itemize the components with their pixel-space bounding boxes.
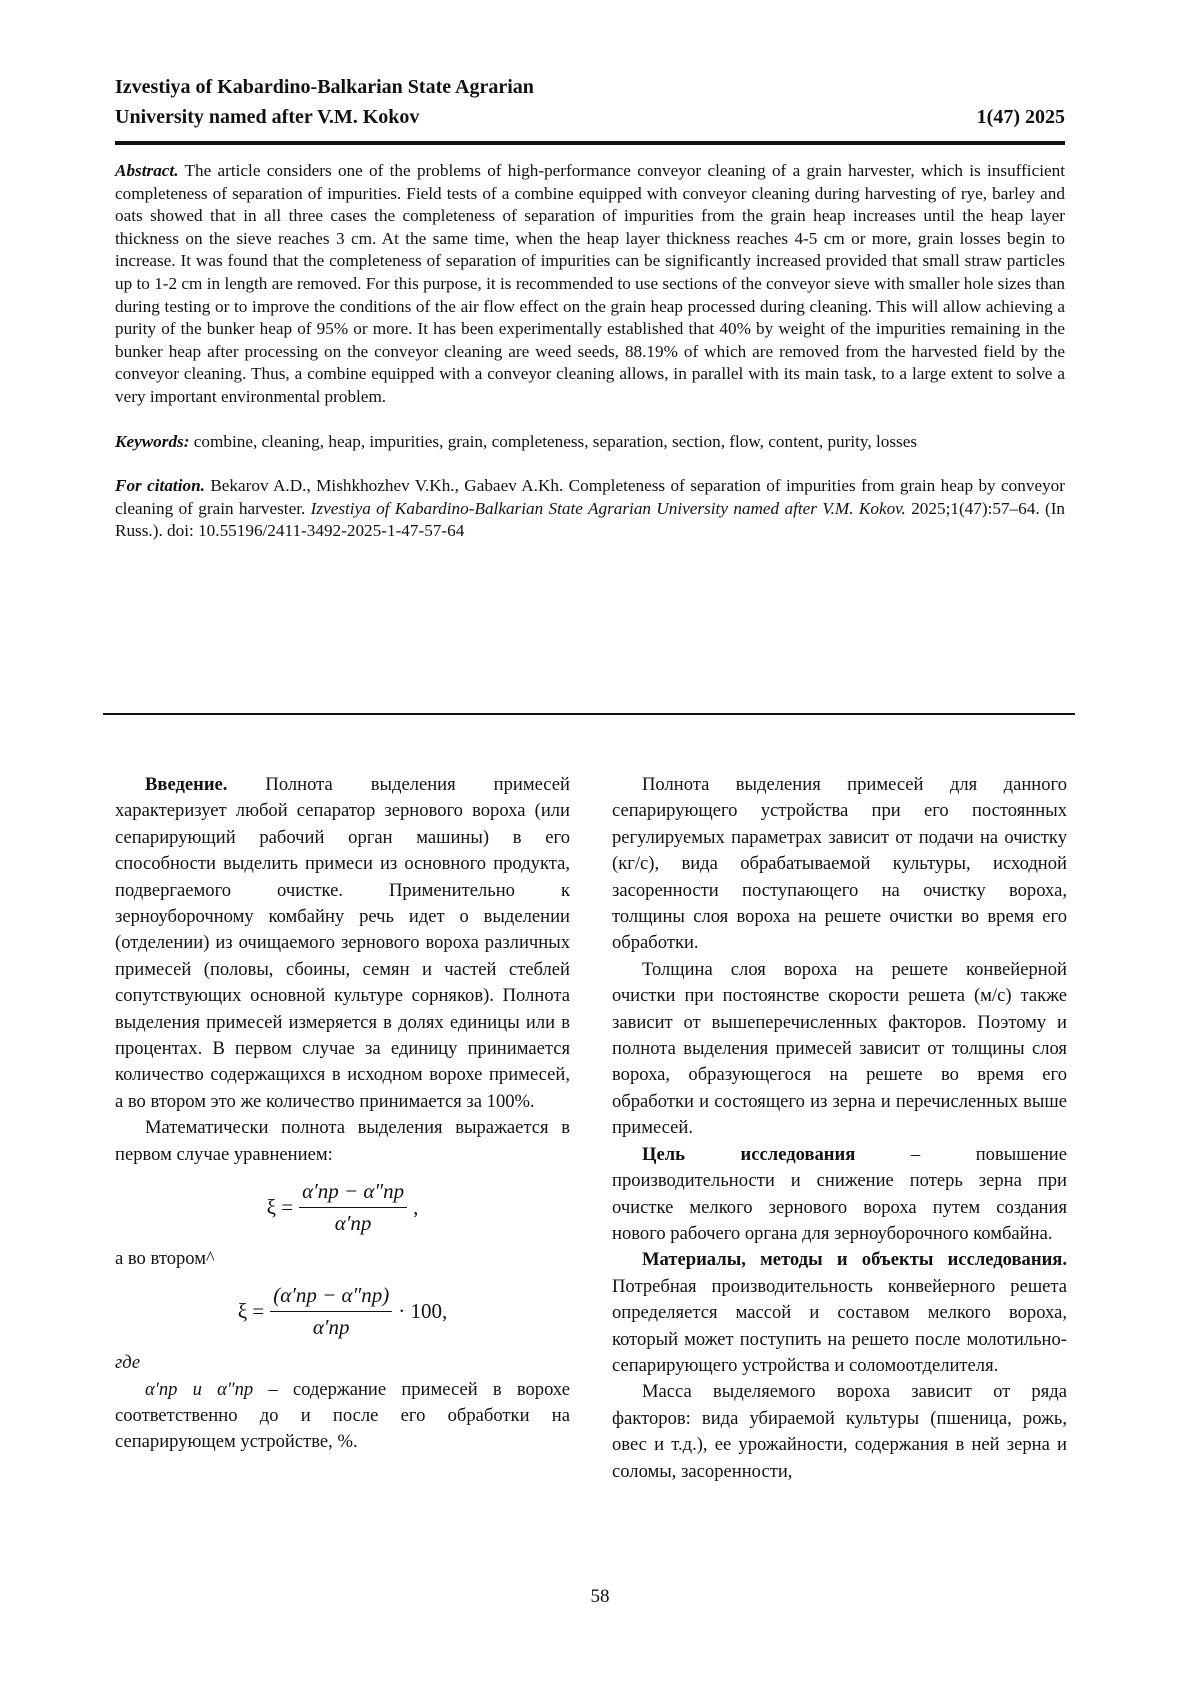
- methods-text: Потребная производительность конвейерного решета определяется массой и составом мелкого вороха, который может поступить на решето после молотильно-сепарирующего устройства и соломоотделителя.: [612, 1276, 1067, 1376]
- keywords: [115, 431, 1065, 454]
- paragraph-layer-thickness: Толщина слоя вороха на решете конвейерной очистки при постоянстве скорости решета (м/с) также зависит от вышеперечисленных факторов. Поэтому и полнота выделения примесей зависит от толщины слоя вороха, образующегося на решете во время его обработки и состоящего из зерна и перечисленных выше примесей.: [612, 957, 1067, 1142]
- formula-2-lhs: ξ =: [238, 1298, 264, 1324]
- paragraph-mass: Масса выделяемого вороха зависит от ряда факторов: вида убираемой культуры (пшеница, рожь, овес и т.д.), ее урожайности, содержания в ней зерна и соломы, засоренности,: [612, 1379, 1067, 1485]
- aim-text: – повышение производительности и снижение потерь зерна при очистке мелкого зернового вороха путем создания нового рабочего органа для зерноуборочного комбайна.: [612, 1144, 1067, 1244]
- right-column: [612, 772, 1067, 1485]
- second-case-text: а во втором^: [115, 1246, 570, 1272]
- where-symbols: α′пр и α″пр: [145, 1379, 253, 1400]
- formula-2-denominator: α′пр: [313, 1312, 350, 1340]
- methods-paragraph: [612, 1247, 1067, 1379]
- header-divider: [115, 141, 1065, 145]
- formula-1: [115, 1178, 570, 1236]
- section-divider: [103, 713, 1075, 715]
- formula-1-tail: ,: [413, 1194, 418, 1220]
- abstract-label: Abstract.: [115, 161, 179, 180]
- journal-header: [115, 72, 1065, 132]
- where-text: – содержание примесей в ворохе соответственно до и после его обработки на сепарирующем устройстве, %.: [115, 1379, 570, 1453]
- citation-label: For citation.: [115, 476, 205, 495]
- citation-details: 2025;1(47):57–64. (In Russ.). doi: 10.55196/2411-3492-2025-1-47-57-64: [115, 499, 1065, 541]
- intro-paragraph: [115, 772, 570, 1115]
- citation: [115, 475, 1065, 543]
- math-intro: Математически полнота выделения выражается в первом случае уравнением:: [115, 1115, 570, 1168]
- abstract: [115, 160, 1065, 409]
- page-number: 58: [0, 1586, 1200, 1608]
- left-column: [115, 772, 570, 1456]
- issue-number: 1(47) 2025: [977, 102, 1065, 132]
- journal-title-line1: Izvestiya of Kabardino-Balkarian State Agrarian: [115, 72, 1065, 102]
- abstract-text: The article considers one of the problems of high-performance conveyor cleaning of a grain harvester, which is insufficient completeness of separation of impurities. Field tests of a combine equipped with conveyor cleaning during harvesting of rye, barley and oats showed that in all three cases the completeness of separation of impurities from the grain heap increases until the heap layer thickness on the sieve reaches 3 cm. At the same time, when the heap layer thickness reaches 4-5 cm or more, grain losses begin to increase. It was found that the completeness of separation of impurities can be significantly increased provided that small straw particles up to 1-2 cm in length are removed. For this purpose, it is recommended to use sections of the conveyor sieve with smaller hole sizes than during testing or to improve the conditions of the air flow effect on the grain heap processed during cleaning. This will allow achieving a purity of the bunker heap of 95% or more. It has been experimentally established that 40% by weight of the impurities remaining in the bunker heap after processing on the conveyor cleaning are weed seeds, 88.19% of which are removed from the harvested field by the conveyor cleaning. Thus, a combine equipped with a conveyor cleaning allows, in parallel with its main task, to a large extent to solve a very important environmental problem.: [115, 161, 1065, 406]
- keywords-label: Keywords:: [115, 432, 189, 451]
- abstract-block: [115, 160, 1065, 565]
- aim-heading: Цель исследования: [642, 1144, 855, 1165]
- citation-journal: Izvestiya of Kabardino-Balkarian State Agrarian University named after V.M. Kokov.: [311, 499, 906, 518]
- formula-2-tail: · 100,: [398, 1298, 447, 1324]
- formula-1-numerator: α′пр − α″пр: [299, 1178, 407, 1207]
- where-label: где: [115, 1350, 570, 1376]
- formula-1-lhs: ξ =: [267, 1194, 293, 1220]
- formula-2-numerator: (α′пр − α″пр): [270, 1282, 392, 1311]
- citation-authors-title: Bekarov A.D., Mishkhozhev V.Kh., Gabaev A.Kh. Completeness of separation of impurities from grain heap by conveyor cleaning of grain harvester.: [115, 476, 1065, 518]
- intro-text: Полнота выделения примесей характеризует любой сепаратор зернового вороха (или сепарирующий рабочий орган машины) в его способности выделить примеси из основного продукта, подвергаемого очистке. Применительно к зерноуборочному комбайну речь идет о выделении (отделении) из очищаемого зернового вороха различных примесей (половы, сбоины, семян и частей стеблей сопутствующих основной культуре сорняков). Полнота выделения примесей измеряется в долях единицы или в процентах. В первом случае за единицу принимается количество содержащихся в исходном ворохе примесей, а во втором это же количество принимается за 100%.: [115, 774, 570, 1112]
- formula-2: [115, 1282, 570, 1340]
- where-definition: [115, 1377, 570, 1456]
- keywords-text: combine, cleaning, heap, impurities, grain, completeness, separation, section, flow, content, purity, losses: [194, 432, 917, 451]
- paragraph-feed: Полнота выделения примесей для данного сепарирующего устройства при его постоянных регулируемых параметрах зависит от подачи на очистку (кг/с), вида обрабатываемой культуры, исходной засоренности поступающего на очистку вороха, толщины слоя вороха на решете очистки во время его обработки.: [612, 772, 1067, 957]
- journal-title-line2: University named after V.M. Kokov: [115, 102, 1065, 132]
- formula-1-denominator: α′пр: [335, 1208, 372, 1236]
- methods-heading: Материалы, методы и объекты исследования.: [642, 1249, 1067, 1270]
- intro-heading: Введение.: [145, 774, 227, 795]
- aim-paragraph: [612, 1142, 1067, 1248]
